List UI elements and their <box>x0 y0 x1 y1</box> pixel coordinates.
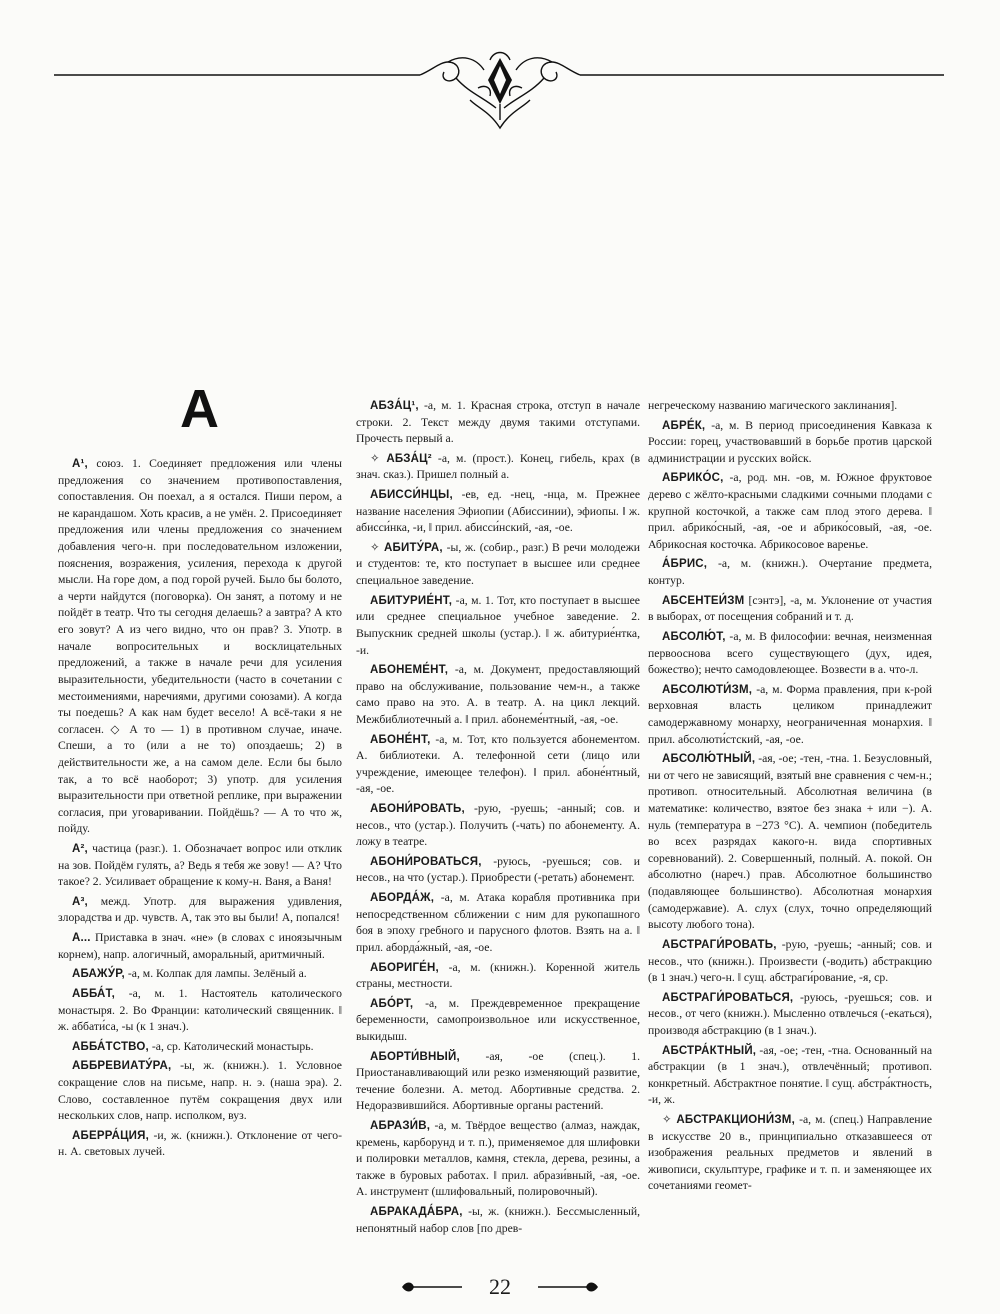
entry-headword: АББРЕВИАТУ́РА, <box>72 1060 172 1073</box>
entry-definition: -руюсь, -руешься; сов. и несов., от чего (книжн.). Мысленно отвлечься (-екаться), производя абстракцию (в 1 знач.). <box>648 990 933 1037</box>
entry-headword: АБРЕ́К, <box>662 419 706 432</box>
entry-definition: -а, м. В период присоединения Кавказа к России: горец, участвовавший в борьбе против царской администрации и русских войск. <box>648 418 933 465</box>
entry-definition: -а, м. Колпак для лампы. Зелёный а. <box>127 967 307 981</box>
entry-headword: АБСОЛЮ́Т, <box>662 630 726 643</box>
dictionary-entry <box>648 593 932 626</box>
entry-headword: АБСТРАГИ́РОВАТЬСЯ, <box>662 991 794 1004</box>
entry-definition: -рую, -руешь; -анный; сов. и несов., что (книжн.). Произвести (-водить) абстракцию (в 1 знач.) чего-н. ‖ сущ. абстраги́рование, -я, ср. <box>648 937 932 985</box>
entry-definition: -и, ж. (книжн.). Отклонение от чего-н. А. световых лучей. <box>58 1128 342 1159</box>
dictionary-entry <box>648 418 932 468</box>
column-2 <box>356 398 640 1240</box>
dictionary-entry <box>356 1118 640 1201</box>
entry-headword: АББА́ТСТВО, <box>72 1040 149 1053</box>
entry-definition: -а, м. Тот, кто пользуется абонементом. А. библиотеки. А. телефонной сети (лицо или учреждение, имеющее телефон). ‖ прил. абоне́нтный, -ая, -ое. <box>356 732 641 796</box>
entry-definition: -ая, -ое; -тен, -тна. Основанный на абстракции (в 1 знач.), отвлечённый; противоп. конкретный. Абстрактное понятие. ‖ сущ. абстра́ктность, -и, ж. <box>648 1043 933 1107</box>
entry-headword: А́БРИС, <box>662 558 708 571</box>
dictionary-entry <box>58 456 342 838</box>
entry-headword: АБОРДА́Ж, <box>370 892 435 905</box>
entry-headword: АБСТРАГИ́РОВАТЬ, <box>662 938 777 951</box>
dictionary-entry <box>58 930 342 963</box>
entry-definition: частица (разг.). 1. Обозначает вопрос или отклик на зов. Пойдём гулять, а? Ведь я тебя же зову! — А? Что такое? 2. Усиливает обращение к кому-н. Ваня, а Ваня! <box>58 842 343 889</box>
dictionary-entry <box>356 540 640 590</box>
column-1 <box>58 456 342 1164</box>
entry-definition: [сэнтэ], -а, м. Уклонение от участия в выборах, от посещения собраний и т. д. <box>648 593 933 624</box>
dictionary-entry <box>356 890 640 956</box>
dictionary-entry <box>58 1128 342 1161</box>
entry-definition: -а, ср. Католический монастырь. <box>151 1039 314 1053</box>
entry-headword: А¹, <box>72 458 88 470</box>
header-ornament <box>0 0 1000 140</box>
dictionary-entry <box>648 990 932 1040</box>
entry-definition: -а, м. Документ, предоставляющий право на обслуживание, пользование чем-н., а также само право на это. А. в театр. А. на цикл лекций. Межбиблиотечный а. ‖ прил. абонеме́нтный, -ая, -ое. <box>356 663 641 726</box>
entry-headword: АБРАЗИ́В, <box>370 1119 431 1132</box>
dictionary-entry <box>58 986 342 1036</box>
entry-headword: АБОНЕ́НТ, <box>370 733 431 746</box>
entry-headword: АБОРТИ́ВНЫЙ, <box>370 1050 460 1063</box>
dictionary-entry <box>356 451 640 484</box>
entry-headword: А³, <box>72 895 88 908</box>
entry-definition: -а, м. В философии: вечная, неизменная первооснова всего существующего (дух, идея, божество); нечто самодовлеющее. Возвести в а. что-л. <box>648 629 933 677</box>
section-letter: А <box>180 379 219 439</box>
dictionary-entry <box>648 398 932 415</box>
entry-definition: союз. 1. Соединяет предложения или члены предложения со значением противопоставления, сопоставления. Он поехал, а я остался. Пиши пером, а не карандашом. Хоть красив, а не умён. 2. Присоединяет предложения или члены предложения со значением добавления чего-н. при последовательном изложении, пояснения, возражения, усиления, перехода к другой мысли. На горе дом, а под горой ручей. Было бы болото, а черти найдутся (поговорка). Он занят, а потому и не пойдёт в театр. Что ты сегодня делаешь? а завтра? А кто его зовут? А из чего видно, что он прав? 3. Употр. в начале вопросительных и восклицательных предложений, а также в начале речи для усиления выразительности, убедительности (часто в сочетании с местоимениями, наречиями, другими союзами). А когда ты поедешь? А как нам будет весело! А всё-таки я не согласен. ◇ А то — 1) в противном случае, иначе. Спеши, а то (или а не то) опоздаешь; 2) в действительности же, а на самом деле. Если бы было так, а то всё наоборот; 3) употр. для усиления выразительности при ответной реплике, при выражении согласия, при уговаривании. Пойдёшь? — А то что ж, пойду. <box>58 457 342 836</box>
dictionary-entry <box>648 937 932 987</box>
entry-headword: АБСТРА́КТНЫЙ, <box>662 1044 757 1057</box>
entry-definition: межд. Употр. для выражения удивления, злорадства и др. чувств. А, так это вы были! А, попался! <box>58 894 342 925</box>
dictionary-entry <box>356 732 640 798</box>
entry-definition: -а, м. 1. Настоятель католического монастыря. 2. Во Франции: католический священник. ‖ ж. аббати́са, -ы (к 1 знач.). <box>58 986 343 1034</box>
entry-definition: Приставка в знач. «не» (в словах с иноязычным корнем), напр. алогичный, аморальный, аритмичный. <box>58 931 343 961</box>
dictionary-entry <box>356 487 640 537</box>
entry-headword: ✧ АБИТУ́РА, <box>370 541 443 554</box>
entry-definition: -ев, ед. -нец, -нца, м. Прежнее название населения Эфиопии (Абиссинии), эфиопы. ‖ ж. абисси́нка, -и, ‖ прил. абисси́нский, -ая, -ое. <box>356 488 641 535</box>
entry-headword: АБСОЛЮТИ́ЗМ, <box>662 683 753 696</box>
dictionary-entry <box>356 662 640 728</box>
entry-headword: АБОНИ́РОВАТЬ, <box>370 803 465 816</box>
page-number: 22 <box>489 1274 511 1299</box>
entry-headword: АБРАКАДА́БРА, <box>370 1206 463 1219</box>
dictionary-entry <box>58 966 342 983</box>
entry-definition: -ы, ж. (книжн.). 1. Условное сокращение слов на письме, напр. н. э. (наша эра). 2. Слово, составленное путём сокращения двух или нескольких слов, напр. исполком, вуз. <box>58 1059 342 1123</box>
dictionary-entry <box>356 593 640 659</box>
entry-definition: -а, м. 1. Тот, кто поступает в высшее или среднее специальное учебное заведение. 2. Выпускник средней школы (устар.). ‖ ж. абитурие́нтка, -и. <box>356 593 640 657</box>
entry-definition: -ы, ж. (собир., разг.) В речи молодежи и студентов: те, кто поступает в высшее или среднее специальное заведение. <box>356 540 640 588</box>
dictionary-entry <box>356 960 640 993</box>
dictionary-entry <box>356 996 640 1046</box>
entry-headword: АБЕРРА́ЦИЯ, <box>72 1129 150 1142</box>
dictionary-entry <box>356 398 640 448</box>
entry-definition: -руюсь, -руешься; сов. и несов., на что (устар.). Приобрести (-ретать) абонемент. <box>356 854 641 885</box>
entry-definition: -ая, -ое; -тен, -тна. 1. Безусловный, ни от чего не зависящий, взятый вне сравнения с чем-н.; противоп. относительный. Абсолютная величина (в математике: количество, взятое без знака + или −). А. нуль (температура в −273 °С). А. чемпион (победитель во всех разрядах какого-н. вида спортивных соревнований). 2. Совершенный, полный. А. покой. Он абсолютно (нареч.) прав. Абсолютное большинство (подавляющее большинство). Абсолютная монархия (самодержавие). А. слух (слух, точно определяющий высоту любого тона). <box>648 752 932 932</box>
entry-headword: АБОНИ́РОВАТЬСЯ, <box>370 855 482 868</box>
dictionary-entry <box>58 1039 342 1056</box>
dictionary-entry <box>356 854 640 887</box>
entry-definition: -а, м. (книжн.). Очертание предмета, контур. <box>648 557 932 588</box>
entry-headword: АБАЖУ́Р, <box>72 968 125 981</box>
dictionary-entry <box>648 556 932 589</box>
entry-definition: -ая, -ое (спец.). 1. Приостанавливающий или резко изменяющий развитие, течение болезни. А. метод. Абортивные средства. 2. Недоразвившийся. Абортивные органы растений. <box>356 1049 640 1113</box>
entry-definition: -а, м. (книжн.). Коренной житель страны, местности. <box>356 960 641 991</box>
entry-headword: ✧ АБЗА́Ц² <box>370 452 432 465</box>
entry-definition: негреческому названию магического заклинания]. <box>648 399 898 412</box>
entry-headword: АБРИКО́С, <box>662 472 724 485</box>
dictionary-entry <box>356 1049 640 1115</box>
entry-headword: А², <box>72 843 88 856</box>
entry-definition: -а, м. Твёрдое вещество (алмаз, наждак, кремень, карборунд и т. п.), применяемое для шлифовки и полировки металлов, камня, стекла, дерева, резины, а также в буровых работах. ‖ прил. абрази́вный, -ая, -ое. А. инструмент (шлифовальный, полировочный). <box>356 1118 640 1199</box>
dictionary-entry <box>648 629 932 679</box>
entry-definition: -а, м. (спец.) Направление в искусстве 20 в., принципиально отказавшееся от изображения реальных предметов и явлений в живописи, скульптуре, графике и т. п. и заменяющее их сочетаниями геомет- <box>648 1112 933 1193</box>
entry-headword: АБСЕНТЕИ́ЗМ <box>662 594 745 607</box>
column-3 <box>648 398 932 1198</box>
entry-definition: -а, м. (прост.). Конец, гибель, крах (в знач. сказ.). Пришел полный а. <box>356 451 640 482</box>
dictionary-entry <box>356 801 640 851</box>
entry-headword: АБОРИГЕ́Н, <box>370 961 439 974</box>
dictionary-entry <box>356 1204 640 1237</box>
dictionary-entry <box>648 682 932 748</box>
entry-definition: -ы, ж. (книжн.). Бессмысленный, непонятный набор слов [по древ- <box>356 1205 641 1235</box>
entry-headword: АББА́Т, <box>72 987 115 1000</box>
entry-headword: АБЗА́Ц¹, <box>370 400 419 412</box>
entry-definition: -рую, -руешь; -анный; сов. и несов., что (устар.). Получить (-чать) по абонементу. А. ложу в театре. <box>356 802 640 849</box>
entry-definition: -а, м. Преждевременное прекращение беременности, самопроизвольное или искусственное, выкидыш. <box>356 996 640 1043</box>
entry-headword: АБО́РТ, <box>370 997 414 1010</box>
entry-headword: ✧ АБСТРАКЦИОНИ́ЗМ, <box>662 1113 795 1126</box>
dictionary-entry <box>648 751 932 934</box>
entry-definition: -а, м. Атака корабля противника при непосредственном сближении с ним для рукопашного боя в эпоху гребного и парусного флотов. Взять на а. ‖ прил. аборда́жный, -ая, -ое. <box>356 891 640 954</box>
entry-headword: АБОНЕМЕ́НТ, <box>370 664 449 677</box>
entry-headword: АБИССИ́НЦЫ, <box>370 489 453 502</box>
dictionary-entry <box>648 470 932 553</box>
dictionary-entry <box>58 841 342 891</box>
entry-definition: -а, м. Форма правления, при к-рой верховная власть целиком принадлежит самодержавному монарху, неограниченная монархия. ‖ прил. абсолюти́стский, -ая, -ое. <box>648 682 932 746</box>
entry-definition: -а, м. 1. Красная строка, отступ в начале строки. 2. Текст между двумя такими отступами. Прочесть первый а. <box>356 399 641 446</box>
entry-definition: -а, род. мн. -ов, м. Южное фруктовое дерево с жёлто-красными сладкими сочными плодами с крупной косточкой, а также сам плод этого дерева. ‖ прил. абрико́сный, -ая, -ое и абрико́совый, -ая, -ое. Абрикосная косточка. Абрикосовое варенье. <box>648 471 932 551</box>
dictionary-entry <box>58 1058 342 1124</box>
dictionary-entry <box>58 894 342 927</box>
dictionary-entry <box>648 1043 932 1109</box>
entry-headword: А... <box>72 932 91 945</box>
entry-headword: АБИТУРИЕ́НТ, <box>370 594 453 607</box>
dictionary-entry <box>648 1112 932 1195</box>
entry-headword: АБСОЛЮ́ТНЫЙ, <box>662 753 756 766</box>
